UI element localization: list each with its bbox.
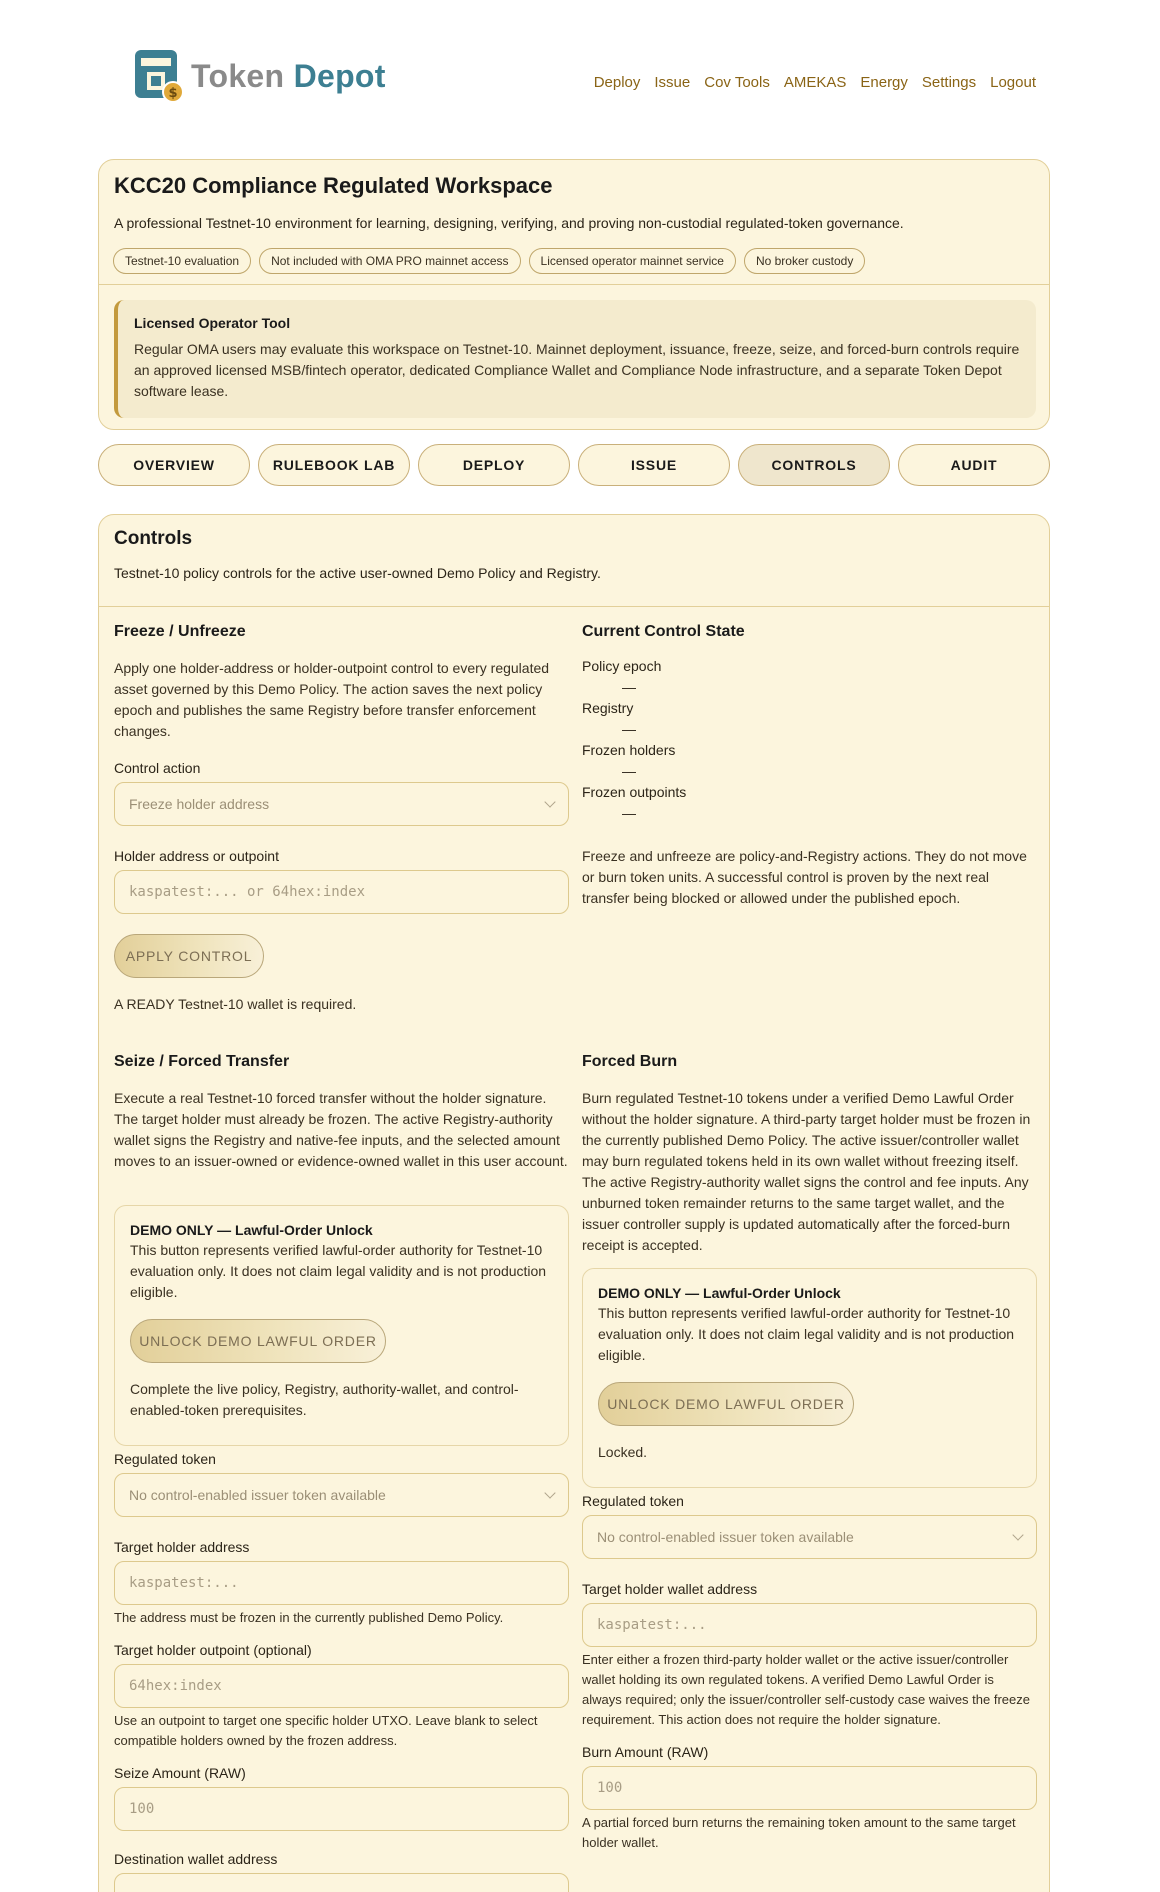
nav-amekas[interactable]: AMEKAS: [783, 74, 847, 91]
frozen-outpoints-value: —: [622, 805, 636, 821]
wallet-required-note: A READY Testnet-10 wallet is required.: [114, 996, 357, 1012]
nav-deploy[interactable]: Deploy: [593, 74, 641, 91]
notice-title: Licensed Operator Tool: [134, 315, 291, 331]
seize-target-help: The address must be frozen in the currently published Demo Policy.: [114, 1610, 504, 1625]
control-action-label: Control action: [114, 760, 201, 776]
control-action-select[interactable]: [114, 782, 569, 826]
seize-outpoint-label: Target holder outpoint (optional): [114, 1642, 312, 1658]
burn-description: Burn regulated Testnet-10 tokens under a verified Demo Lawful Order without the holder signature. A third-party target holder must be frozen in the currently published Demo Policy. The active issuer/controller wallet may burn regulated tokens held in its own wallet without freezing itself. The active Registry-authority wallet signs the control and fee inputs. Any unburned token remainder returns to the same target wallet, and the issuer controller supply is updated automatically after the forced-burn receipt is accepted.: [582, 1090, 1031, 1253]
frozen-outpoints-label: Frozen outpoints: [582, 784, 687, 800]
burn-target-input[interactable]: [582, 1603, 1037, 1647]
seize-target-input[interactable]: [114, 1561, 569, 1605]
burn-demo-text: This button represents verified lawful-order authority for Testnet-10 evaluation only. It does not claim legal validity and is not production eligible.: [598, 1305, 1015, 1363]
control-state-note: Freeze and unfreeze are policy-and-Registry actions. They do not move or burn token units. A successful control is proven by the next real transfer being blocked or allowed under the published epoch.: [582, 848, 1027, 906]
burn-unlock-lawful-order-button[interactable]: UNLOCK DEMO LAWFUL ORDER: [598, 1382, 854, 1426]
policy-epoch-label: Policy epoch: [582, 658, 662, 674]
frozen-holders-label: Frozen holders: [582, 742, 676, 758]
registry-value: —: [622, 721, 636, 737]
chip: No broker custody: [744, 248, 865, 274]
top-bar: [0, 0, 1160, 150]
svg-text:$: $: [168, 86, 178, 101]
page-subtitle: A professional Testnet-10 environment for learning, designing, verifying, and proving non-custodial regulated-token governance.: [114, 215, 904, 231]
holder-label: Holder address or outpoint: [114, 848, 279, 864]
seize-destination-label: Destination wallet address: [114, 1851, 278, 1867]
freeze-title: Freeze / Unfreeze: [114, 623, 246, 640]
seize-unlock-lawful-order-button[interactable]: UNLOCK DEMO LAWFUL ORDER: [130, 1319, 386, 1363]
control-state-title: Current Control State: [582, 623, 745, 640]
notice-text: Regular OMA users may evaluate this workspace on Testnet-10. Mainnet deployment, issuance, freeze, seize, and forced-burn controls require an approved licensed MSB/fintech operator, dedicated Compliance Wallet and Compliance Node infrastructure, and a separate Token Depot software lease.: [134, 341, 1020, 399]
burn-token-label: Regulated token: [582, 1493, 684, 1509]
burn-token-select[interactable]: [582, 1515, 1037, 1559]
chevron-down-icon: [544, 796, 555, 807]
control-state-section: [582, 623, 1037, 909]
tab-overview[interactable]: OVERVIEW: [98, 444, 250, 486]
divider: [99, 606, 1049, 607]
burn-token-value: No control-enabled issuer token available: [597, 1529, 854, 1545]
burn-lawful-order-box: [582, 1268, 1037, 1488]
policy-epoch-value: —: [622, 679, 636, 695]
burn-form: [582, 1493, 1037, 1853]
seize-token-value: No control-enabled issuer token available: [129, 1487, 386, 1503]
workspace-tabs: [98, 444, 1050, 486]
seize-title: Seize / Forced Transfer: [114, 1053, 290, 1070]
burn-target-label: Target holder wallet address: [582, 1581, 758, 1597]
holder-placeholder: kaspatest:... or 64hex:index: [129, 884, 366, 900]
burn-target-help: Enter either a frozen third-party holder wallet or the active issuer/controller wallet holding its own regulated tokens. A verified Demo Lawful Order is always required; only the issuer/controller self-custody case waives the freeze requirement. This action does not require the holder signature.: [582, 1652, 1030, 1727]
seize-destination-input[interactable]: [114, 1873, 569, 1892]
seize-amount-placeholder: 100: [129, 1801, 155, 1817]
burn-amount-label: Burn Amount (RAW): [582, 1744, 709, 1760]
seize-lawful-order-box: [114, 1205, 569, 1446]
tab-deploy[interactable]: DEPLOY: [418, 444, 570, 486]
token-depot-logo[interactable]: [133, 48, 386, 104]
freeze-description: Apply one holder-address or holder-outpoint control to every regulated asset governed by this Demo Policy. The action saves the next policy epoch and publishes the same Registry before transfer enforcement changes.: [114, 660, 550, 739]
controls-subtitle: Testnet-10 policy controls for the active user-owned Demo Policy and Registry.: [114, 565, 601, 581]
chevron-down-icon: [1012, 1529, 1023, 1540]
seize-amount-label: Seize Amount (RAW): [114, 1765, 246, 1781]
seize-section: [114, 1053, 569, 1172]
burn-demo-status: Locked.: [598, 1444, 648, 1460]
burn-amount-input[interactable]: [582, 1766, 1037, 1810]
nav-energy[interactable]: Energy: [860, 74, 908, 91]
frozen-holders-value: —: [622, 763, 636, 779]
chip-row: [113, 248, 865, 274]
tab-rulebook-lab[interactable]: RULEBOOK LAB: [258, 444, 410, 486]
burn-title: Forced Burn: [582, 1053, 678, 1070]
logo-text: Token Depot: [191, 57, 386, 94]
control-action-value: Freeze holder address: [129, 796, 270, 812]
forced-burn-section: [582, 1053, 1037, 1256]
tab-issue[interactable]: ISSUE: [578, 444, 730, 486]
page-title: KCC20 Compliance Regulated Workspace: [114, 173, 553, 198]
burn-demo-title: DEMO ONLY — Lawful-Order Unlock: [598, 1285, 841, 1301]
nav-settings[interactable]: Settings: [921, 74, 977, 91]
seize-amount-input[interactable]: [114, 1787, 569, 1831]
holder-input[interactable]: [114, 870, 569, 914]
divider: [99, 284, 1049, 285]
seize-target-label: Target holder address: [114, 1539, 250, 1555]
nav-logout[interactable]: Logout: [990, 74, 1036, 91]
seize-demo-status: Complete the live policy, Registry, authority-wallet, and control-enabled-token prerequisites.: [130, 1381, 519, 1418]
seize-target-placeholder: kaspatest:...: [129, 1575, 239, 1591]
chip: Not included with OMA PRO mainnet access: [259, 248, 520, 274]
apply-control-button[interactable]: APPLY CONTROL: [114, 934, 264, 978]
chip: Licensed operator mainnet service: [529, 248, 736, 274]
seize-outpoint-help: Use an outpoint to target one specific holder UTXO. Leave blank to select compatible holders owned by the frozen address.: [114, 1713, 538, 1748]
tab-controls[interactable]: CONTROLS: [738, 444, 890, 486]
licensed-operator-notice: [114, 300, 1036, 418]
freeze-section: [114, 623, 569, 1015]
seize-token-label: Regulated token: [114, 1451, 216, 1467]
burn-target-placeholder: kaspatest:...: [597, 1617, 707, 1633]
seize-demo-title: DEMO ONLY — Lawful-Order Unlock: [130, 1222, 373, 1238]
burn-amount-placeholder: 100: [597, 1780, 623, 1796]
seize-outpoint-input[interactable]: [114, 1664, 569, 1708]
tab-audit[interactable]: AUDIT: [898, 444, 1050, 486]
seize-token-select[interactable]: [114, 1473, 569, 1517]
chevron-down-icon: [544, 1487, 555, 1498]
registry-label: Registry: [582, 700, 634, 716]
nav-cov-tools[interactable]: Cov Tools: [704, 74, 770, 91]
controls-panel: [98, 514, 1050, 1892]
workspace-hero-card: [98, 159, 1050, 430]
chip: Testnet-10 evaluation: [113, 248, 251, 274]
logo-icon: [133, 48, 185, 104]
nav-issue[interactable]: Issue: [654, 74, 691, 91]
seize-outpoint-placeholder: 64hex:index: [129, 1678, 222, 1694]
seize-description: Execute a real Testnet-10 forced transfer without the holder signature. The target holder must already be frozen. The active Registry-authority wallet signs the Registry and native-fee inputs, and the selected amount moves to an issuer-owned or evidence-owned wallet in this user account.: [114, 1090, 568, 1169]
controls-title: Controls: [114, 528, 193, 549]
seize-demo-text: This button represents verified lawful-order authority for Testnet-10 evaluation only. It does not claim legal validity and is not production eligible.: [130, 1242, 547, 1300]
main-nav: [594, 74, 1036, 91]
burn-amount-help: A partial forced burn returns the remaining token amount to the same target holder wallet.: [582, 1815, 1016, 1850]
seize-form: [114, 1451, 569, 1892]
control-state-list: [582, 658, 1037, 826]
